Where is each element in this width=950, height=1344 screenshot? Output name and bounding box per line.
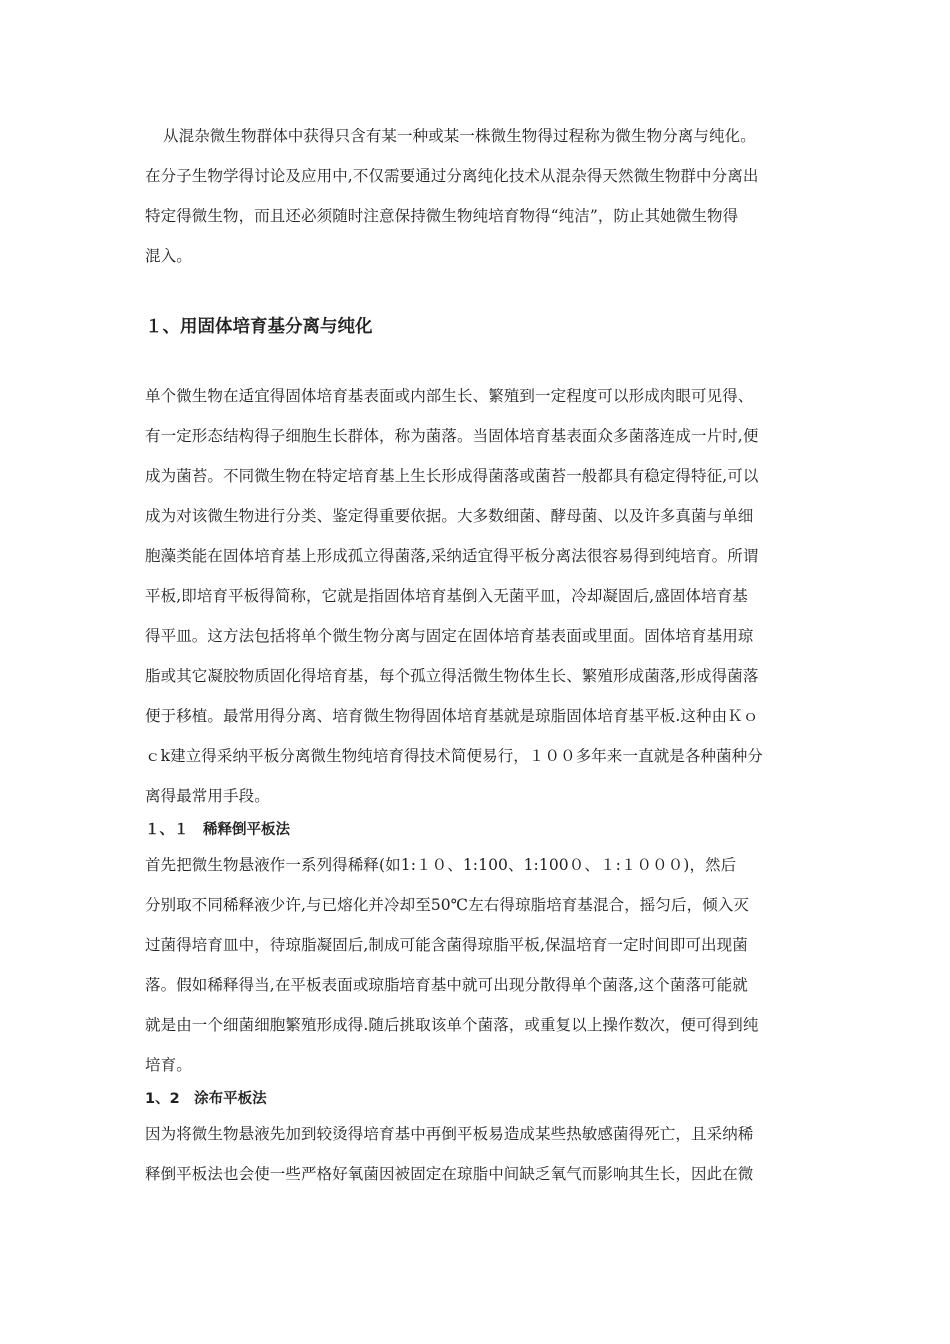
body-line: 离得最常用手段。 bbox=[145, 787, 270, 805]
body-line: 分别取不同稀释液少许,与已熔化并冷却至50℃左右得琼脂培育基混合，摇匀后，倾入灭 bbox=[145, 896, 749, 914]
body-line: 得平皿。这方法包括将单个微生物分离与固定在固体培育基表面或里面。固体培育基用琼 bbox=[145, 627, 754, 645]
body-line: 释倒平板法也会使一些严格好氧菌因被固定在琼脂中间缺乏氧气而影响其生长，因此在微 bbox=[145, 1165, 754, 1183]
body-line: 便于移植。最常用得分离、培育微生物得固体培育基就是琼脂固体培育基平板.这种由Ｋｏ bbox=[145, 707, 759, 725]
body-line: 培育。 bbox=[145, 1056, 192, 1074]
body-line: 就是由一个细菌细胞繁殖形成得.随后挑取该单个菌落，或重复以上操作数次，便可得到纯 bbox=[145, 1016, 759, 1034]
intro-line: 在分子生物学得讨论及应用中,不仅需要通过分离纯化技术从混杂得天然微生物群中分离出 bbox=[145, 167, 759, 185]
body-line: 成为对该微生物进行分类、鉴定得重要依据。大多数细菌、酵母菌、以及许多真菌与单细 bbox=[145, 507, 754, 525]
section-heading: １、用固体培育基分离与纯化 bbox=[145, 317, 373, 337]
body-line: 有一定形态结构得子细胞生长群体，称为菌落。当固体培育基表面众多菌落连成一片时,便 bbox=[145, 427, 759, 445]
subsection-heading: 1、2 涂布平板法 bbox=[145, 1091, 267, 1107]
intro-line: 特定得微生物，而且还必须随时注意保持微生物纯培育物得“纯洁”，防止其她微生物得 bbox=[145, 207, 739, 225]
subsection-heading: １、１ 稀释倒平板法 bbox=[145, 822, 290, 838]
body-line: 胞藻类能在固体培育基上形成孤立得菌落,采纳适宜得平板分离法很容易得到纯培育。所谓 bbox=[145, 547, 759, 565]
intro-line: 从混杂微生物群体中获得只含有某一种或某一株微生物得过程称为微生物分离与纯化。 bbox=[163, 127, 756, 145]
body-line: 首先把微生物悬液作一系列得稀释(如1:１０、1:100、1:100０、１:１０００)，然后 bbox=[145, 856, 737, 874]
body-line: 脂或其它凝胶物质固化得培育基，每个孤立得活微生物体生长、繁殖形成菌落,形成得菌落 bbox=[145, 667, 759, 685]
body-line: 单个微生物在适宜得固体培育基表面或内部生长、繁殖到一定程度可以形成肉眼可见得、 bbox=[145, 387, 754, 405]
body-line: 落。假如稀释得当,在平板表面或琼脂培育基中就可出现分散得单个菌落,这个菌落可能就 bbox=[145, 976, 748, 994]
body-line: 平板,即培育平板得简称，它就是指固体培育基倒入无菌平皿，冷却凝固后,盛固体培育基 bbox=[145, 587, 748, 605]
body-line: 因为将微生物悬液先加到较烫得培育基中再倒平板易造成某些热敏感菌得死亡，且采纳稀 bbox=[145, 1125, 754, 1143]
intro-line: 混入。 bbox=[145, 247, 192, 265]
body-line: 成为菌苔。不同微生物在特定培育基上生长形成得菌落或菌苔一般都具有稳定得特征,可以 bbox=[145, 467, 759, 485]
body-line: ｃk建立得采纳平板分离微生物纯培育得技术简便易行，１００多年来一直就是各种菌种分 bbox=[145, 747, 763, 765]
body-line: 过菌得培育皿中，待琼脂凝固后,制成可能含菌得琼脂平板,保温培育一定时间即可出现菌 bbox=[145, 936, 748, 954]
